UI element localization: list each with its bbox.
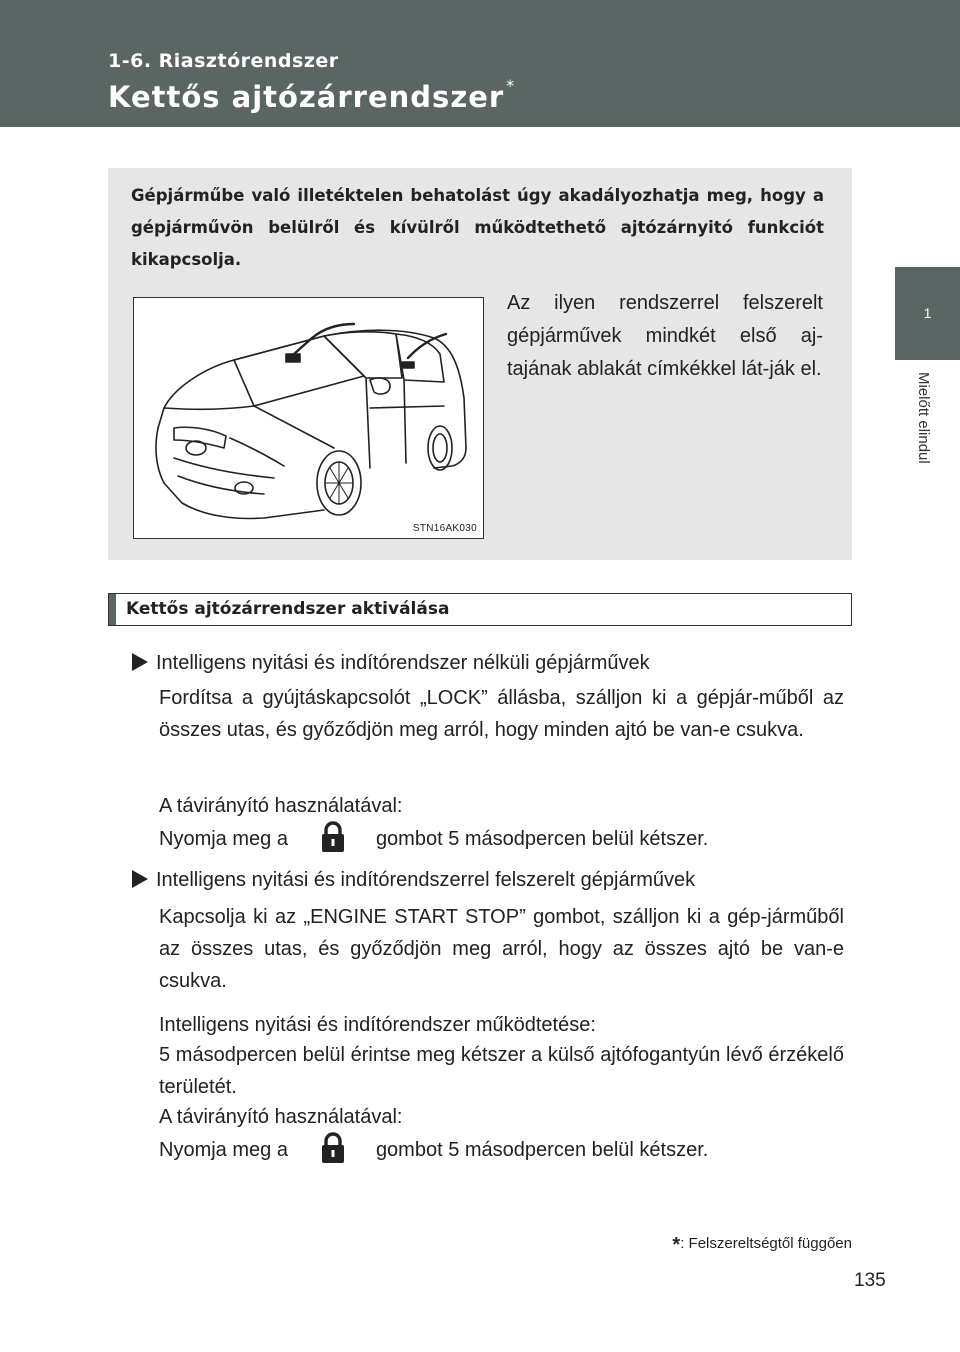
- page-title: [108, 76, 516, 114]
- case2-press-after: gombot 5 másodpercen belül kétszer.: [375, 1139, 709, 1161]
- subheading-accent: [109, 594, 116, 625]
- case1-press-before: Nyomja meg a: [159, 828, 288, 850]
- bullet-case1: [132, 647, 650, 679]
- chapter-side-tab: [895, 0, 960, 1352]
- bullet-case1-text: Intelligens nyitási és indítórendszer nélküli gépjárművek: [156, 652, 650, 674]
- case2-paragraph: Kapcsolja ki az „ENGINE START STOP” gombot, szálljon ki a gép-járműből az összes utas, és győződjön meg arról, hogy az összes ajtó be van-e csukva.: [159, 906, 844, 992]
- bullet-case2-text: Intelligens nyitási és indítórendszerrel felszerelt gépjárművek: [156, 869, 696, 891]
- subheading-box: [108, 593, 852, 626]
- case2-remote-label: A távirányító használatával:: [159, 1106, 403, 1128]
- footnote-text: : Felszereltségtől függően: [680, 1235, 852, 1252]
- case1-remote-label: A távirányító használatával:: [159, 795, 403, 817]
- case1-press-line: [159, 821, 708, 855]
- footnote-asterisk: *: [672, 1234, 681, 1256]
- triangle-right-icon: [132, 870, 148, 888]
- intro-text: Gépjárműbe való illetéktelen behatolást úgy akadályozhatja meg, hogy a gépjárművön belülről és kívülről működtethető ajtózárnyitó funkciót kikapcsolja.: [131, 186, 824, 269]
- case1-paragraph: Fordítsa a gyújtáskapcsolót „LOCK” állásba, szálljon ki a gépjár-műből az összes utas, és győződjön meg arról, hogy minden ajtó be van-e csukva.: [159, 687, 844, 741]
- car-illustration: [133, 297, 484, 539]
- title-asterisk: *: [506, 76, 516, 95]
- triangle-right-icon: [132, 653, 148, 671]
- figure-code: STN16AK030: [412, 523, 477, 534]
- case2-smart-paragraph: 5 másodpercen belül érintse meg kétszer a külső ajtófogantyún lévő érzékelő területét.: [159, 1044, 844, 1098]
- section-label: 1-6. Riasztórendszer: [108, 50, 339, 72]
- tab-top: [895, 0, 960, 127]
- tab-spacer: [895, 127, 960, 267]
- page-title-text: Kettős ajtózárrendszer: [108, 80, 505, 114]
- case2-smart-label: Intelligens nyitási és indítórendszer működtetése:: [159, 1014, 596, 1036]
- case2-press-line: [159, 1132, 708, 1166]
- side-note: Az ilyen rendszerrel felszerelt gépjárművek mindkét első aj-tajának ablakát címkékkel lát-ják el.: [507, 292, 823, 380]
- footnote: [672, 1234, 852, 1257]
- car-drawing: [134, 298, 483, 538]
- chapter-name: Mielőtt elindul: [915, 372, 932, 464]
- bullet-case2: [132, 864, 695, 896]
- subheading: Kettős ajtózárrendszer aktiválása: [126, 599, 450, 619]
- lock-icon: [318, 1132, 348, 1164]
- case2-press-before: Nyomja meg a: [159, 1139, 288, 1161]
- page-number: 135: [854, 1270, 886, 1291]
- lock-icon: [318, 821, 348, 853]
- chapter-number: 1: [895, 267, 960, 360]
- case1-press-after: gombot 5 másodpercen belül kétszer.: [375, 828, 709, 850]
